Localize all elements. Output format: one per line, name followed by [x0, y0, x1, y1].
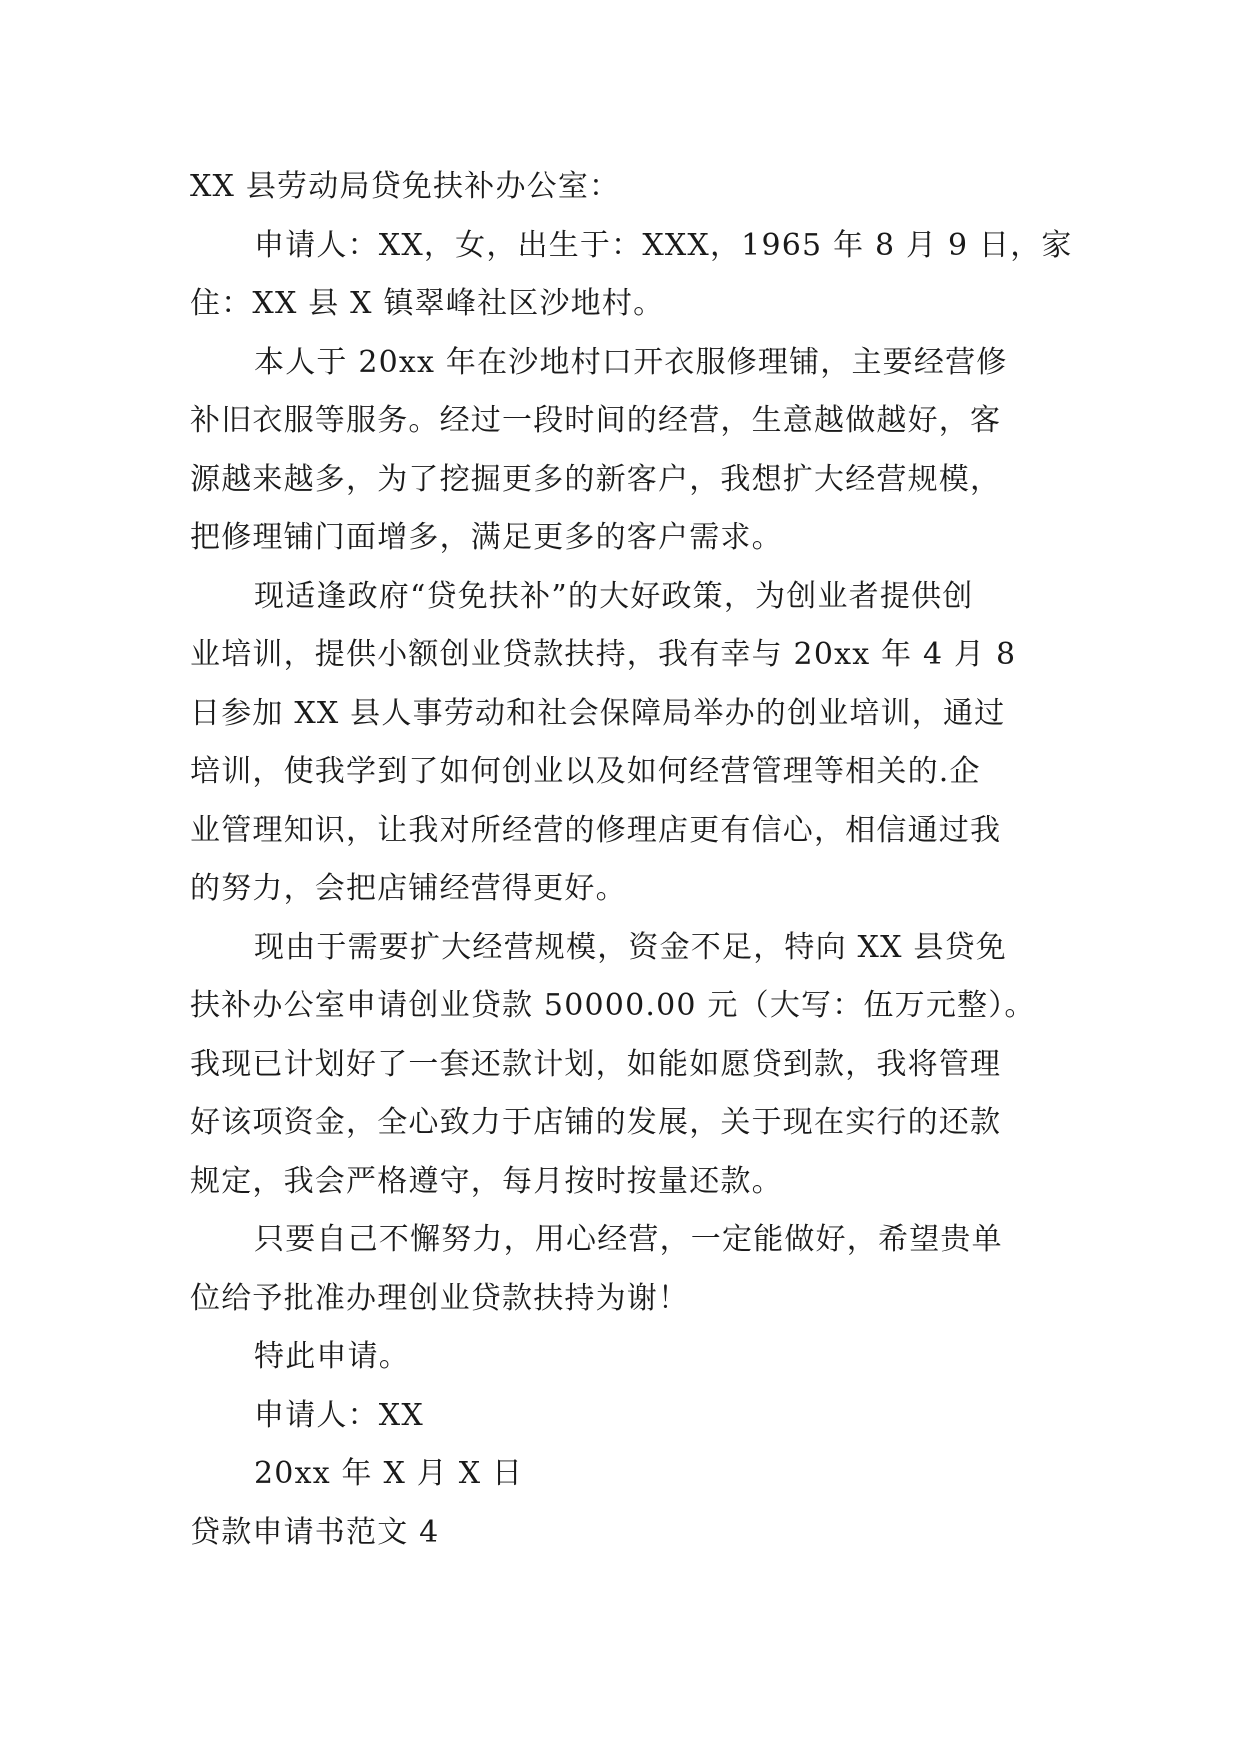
- paragraph-line: 业管理知识，让我对所经营的修理店更有信心，相信通过我: [190, 812, 1002, 848]
- paragraph-line: 日参加 XX 县人事劳动和社会保障局举办的创业培训，通过: [190, 695, 1006, 731]
- paragraph-line: 扶补办公室申请创业贷款 50000.00 元（大写：伍万元整）。: [190, 988, 1036, 1023]
- paragraph-line: 的努力，会把店铺经营得更好。: [190, 871, 627, 906]
- paragraph-line: 把修理铺门面增多，满足更多的客户需求。: [190, 520, 783, 555]
- paragraph-line: 现由于需要扩大经营规模，资金不足，特向 XX 县贷免: [254, 929, 1007, 965]
- document-body: [190, 158, 1073, 1562]
- closing-line: 特此申请。: [254, 1339, 410, 1374]
- salutation: XX 县劳动局贷免扶补办公室：: [190, 169, 621, 204]
- paragraph-line: 现适逢政府“贷免扶补”的大好政策，为创业者提供创: [254, 578, 974, 614]
- paragraph-line: 源越来越多，为了挖掘更多的新客户，我想扩大经营规模，: [190, 461, 1002, 497]
- section-heading: 贷款申请书范文 4: [190, 1514, 440, 1550]
- paragraph-line: 住：XX 县 X 镇翠峰社区沙地村。: [190, 286, 665, 321]
- paragraph-line: 本人于 20xx 年在沙地村口开衣服修理铺，主要经营修: [254, 344, 1008, 380]
- paragraph-line: 补旧衣服等服务。经过一段时间的经营，生意越做越好，客: [190, 403, 1002, 438]
- paragraph-line: 我现已计划好了一套还款计划，如能如愿贷到款，我将管理: [190, 1046, 1002, 1082]
- paragraph-line: 培训，使我学到了如何创业以及如何经营管理等相关的.企: [190, 754, 981, 789]
- paragraph-line: 只要自己不懈努力，用心经营，一定能做好，希望贵单: [254, 1222, 1003, 1257]
- signature-date: 20xx 年 X 月 X 日: [254, 1456, 524, 1491]
- paragraph-line: 申请人：XX，女，出生于：XXX，1965 年 8 月 9 日，家: [254, 227, 1073, 263]
- paragraph-line: 规定，我会严格遵守，每月按时按量还款。: [190, 1163, 783, 1199]
- paragraph-line: 业培训，提供小额创业贷款扶持，我有幸与 20xx 年 4 月 8: [190, 637, 1017, 672]
- signature-applicant: 申请人：XX: [254, 1397, 424, 1433]
- paragraph-line: 好该项资金，全心致力于店铺的发展，关于现在实行的还款: [190, 1105, 1002, 1140]
- paragraph-line: 位给予批准办理创业贷款扶持为谢！: [190, 1280, 690, 1316]
